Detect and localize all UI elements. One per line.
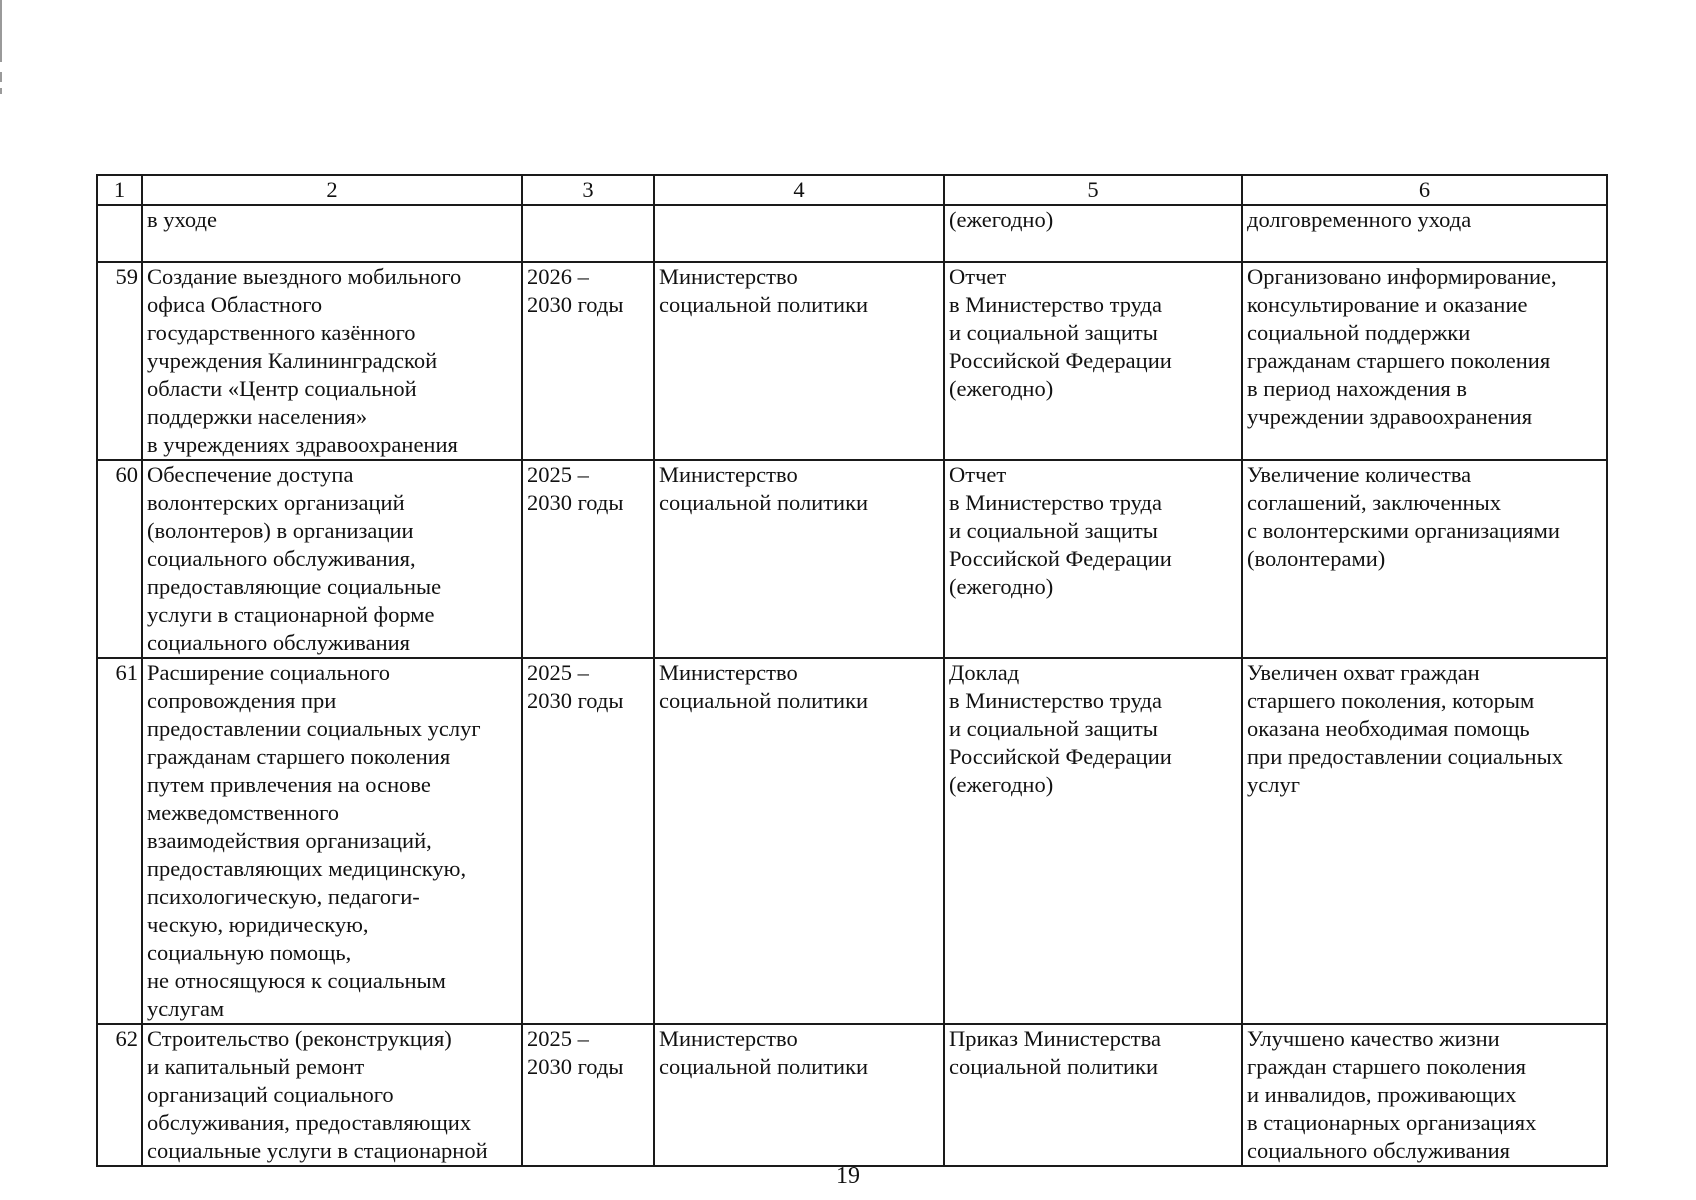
column-header: 3 (522, 175, 654, 205)
result-cell: Увеличен охват граждан старшего поколения, которым оказана необходимая помощь при предоставлении социальных услуг (1242, 658, 1607, 1024)
period-cell: 2025 – 2030 годы (522, 658, 654, 1024)
measure-cell: в уходе (142, 205, 522, 262)
measure-cell: Обеспечение доступа волонтерских организаций (волонтеров) в организации социального обслуживания, предоставляющие социальные услуги в стационарной форме социального обслуживания (142, 460, 522, 658)
scan-edge-mark (0, 72, 2, 82)
table-header-row (97, 175, 1607, 205)
report-cell: Отчет в Министерство труда и социальной защиты Российской Федерации (ежегодно) (944, 262, 1242, 460)
result-cell: долговременного ухода (1242, 205, 1607, 262)
period-cell: 2025 – 2030 годы (522, 1024, 654, 1166)
table-row (97, 1024, 1607, 1166)
row-number: 62 (97, 1024, 142, 1166)
row-number: 61 (97, 658, 142, 1024)
scan-edge-mark (0, 0, 2, 62)
table-row (97, 262, 1607, 460)
executor-cell: Министерство социальной политики (654, 460, 944, 658)
executor-cell: Министерство социальной политики (654, 262, 944, 460)
report-cell: (ежегодно) (944, 205, 1242, 262)
executor-cell: Министерство социальной политики (654, 1024, 944, 1166)
column-header: 1 (97, 175, 142, 205)
result-cell: Улучшено качество жизни граждан старшего поколения и инвалидов, проживающих в стационарных организациях социального обслуживания (1242, 1024, 1607, 1166)
table-row (97, 658, 1607, 1024)
report-cell: Отчет в Министерство труда и социальной защиты Российской Федерации (ежегодно) (944, 460, 1242, 658)
period-cell (522, 205, 654, 262)
column-header: 4 (654, 175, 944, 205)
page-number: 19 (836, 1163, 860, 1189)
measure-cell: Создание выездного мобильного офиса Областного государственного казённого учреждения Калининградской области «Центр социальной поддержки населения» в учреждениях здравоохранения (142, 262, 522, 460)
measure-cell: Расширение социального сопровождения при предоставлении социальных услуг гражданам старшего поколения путем привлечения на основе межведомственного взаимодействия организаций, предоставляющих медицинскую, психологическую, педагоги- ческую, юридическую, социальную помощь, не относящуюся к социальным услугам (142, 658, 522, 1024)
result-cell: Организовано информирование, консультирование и оказание социальной поддержки гражданам старшего поколения в период нахождения в учреждении здравоохранения (1242, 262, 1607, 460)
executor-cell: Министерство социальной политики (654, 658, 944, 1024)
column-header: 5 (944, 175, 1242, 205)
column-header: 2 (142, 175, 522, 205)
column-header: 6 (1242, 175, 1607, 205)
row-number: 60 (97, 460, 142, 658)
period-cell: 2026 – 2030 годы (522, 262, 654, 460)
row-number: 59 (97, 262, 142, 460)
row-number (97, 205, 142, 262)
period-cell: 2025 – 2030 годы (522, 460, 654, 658)
report-cell: Доклад в Министерство труда и социальной защиты Российской Федерации (ежегодно) (944, 658, 1242, 1024)
table-row (97, 460, 1607, 658)
result-cell: Увеличение количества соглашений, заключенных с волонтерскими организациями (волонтерами) (1242, 460, 1607, 658)
measure-cell: Строительство (реконструкция) и капитальный ремонт организаций социального обслуживания, предоставляющих социальные услуги в стационарной (142, 1024, 522, 1166)
scan-edge-mark (0, 88, 2, 94)
executor-cell (654, 205, 944, 262)
table-row (97, 205, 1607, 262)
measures-table (96, 174, 1608, 1167)
report-cell: Приказ Министерства социальной политики (944, 1024, 1242, 1166)
